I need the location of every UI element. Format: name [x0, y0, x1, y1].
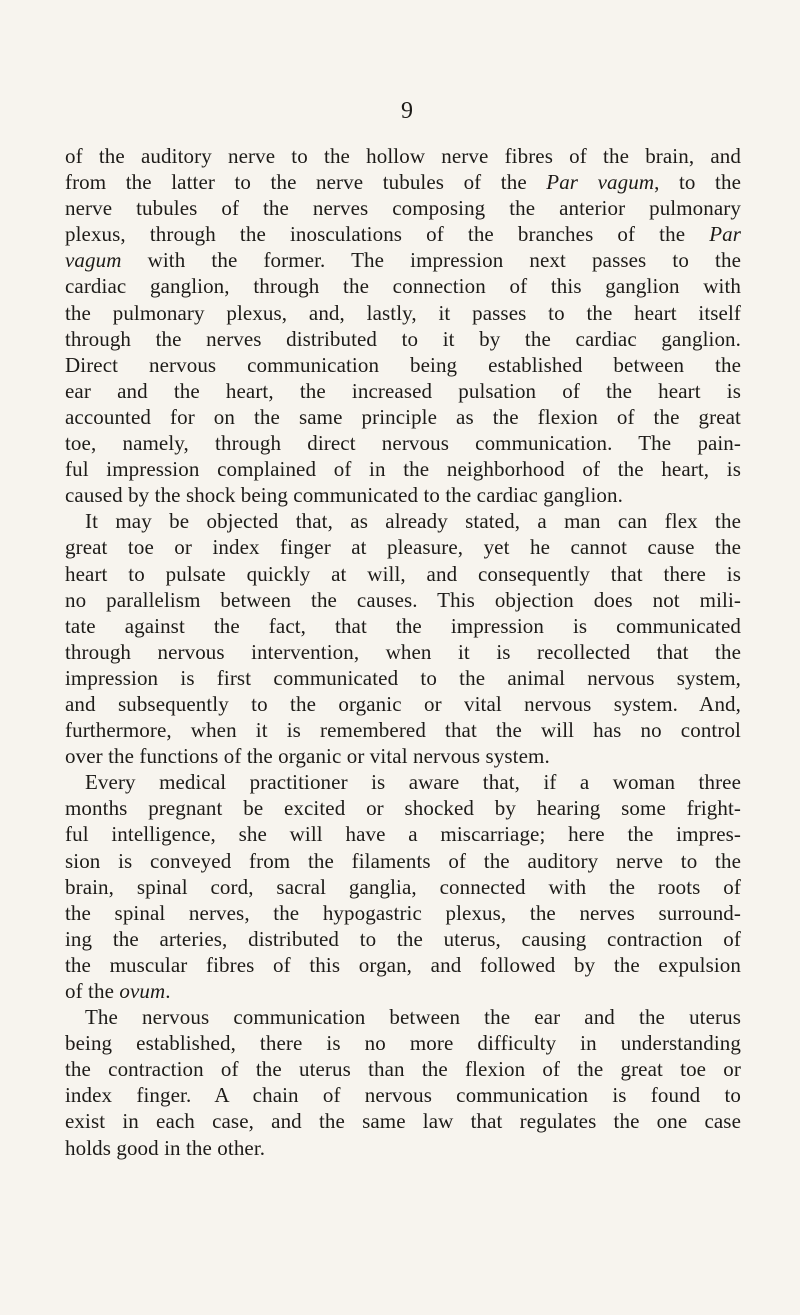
text-line: [65, 482, 741, 508]
text-line: [65, 1108, 741, 1134]
text-line-content: of the auditory nerve to the hollow nerve fibres of the brain, and: [65, 144, 741, 168]
text-line-content: tate against the fact, that the impression is communicated: [65, 613, 741, 638]
text-line-content: the contraction of the uterus than the flexion of the great toe or: [65, 1057, 741, 1082]
text-line-continuation: .: [165, 979, 171, 1003]
text-line: [65, 743, 741, 769]
text-line: [65, 430, 741, 456]
text-line-content: great toe or index finger at pleasure, yet he cannot cause the: [65, 535, 741, 560]
text-line-content: heart to pulsate quickly at will, and consequently that there is: [65, 561, 741, 586]
text-line-content: the muscular fibres of this organ, and followed by the expulsion: [65, 952, 741, 977]
text-line-content: months pregnant be excited or shocked by hearing some fright-: [65, 796, 741, 821]
text-line: [65, 534, 741, 560]
text-line-content: holds good in the other.: [65, 1135, 266, 1160]
text-line-continuation: , to the: [654, 170, 741, 195]
text-line: [65, 247, 741, 273]
text-line: [65, 378, 741, 404]
text-line-content: plexus, through the inosculations of the branches of the: [65, 222, 710, 247]
text-line-content: ful impression complained of in the neighborhood of the heart, is: [65, 457, 741, 482]
text-line: [65, 1004, 741, 1030]
text-line-content: furthermore, when it is remembered that the will has no control: [65, 718, 741, 743]
text-line: [65, 1082, 741, 1108]
text-line: [65, 900, 741, 926]
text-line: [65, 769, 741, 795]
text-line-content: cardiac ganglion, through the connection of this ganglion with: [65, 274, 741, 299]
text-line-content: over the functions of the organic or vital nervous system.: [65, 744, 550, 769]
text-line: [65, 1030, 741, 1056]
text-line: [65, 326, 741, 352]
text-line: [65, 587, 741, 613]
body-text: [65, 143, 741, 1161]
italic-term: ovum: [119, 979, 166, 1003]
text-line-content: being established, there is no more difficulty in understanding: [65, 1031, 741, 1056]
text-line: [65, 508, 741, 534]
text-line: [65, 952, 741, 978]
text-line-content: of the: [65, 979, 120, 1003]
text-line: [65, 352, 741, 378]
italic-term: Par vagum: [546, 170, 655, 195]
text-line-content: ear and the heart, the increased pulsation of the heart is: [65, 378, 741, 403]
text-line-content: no parallelism between the causes. This objection does not mili-: [65, 587, 741, 612]
text-line-content: through the nerves distributed to it by the cardiac ganglion.: [65, 326, 741, 351]
text-line-content: The nervous communication between the ear and the uterus: [85, 1005, 741, 1030]
text-line-content: ful intelligence, she will have a miscarriage; here the impres-: [65, 822, 741, 847]
text-line: [65, 691, 741, 717]
text-line: [65, 221, 741, 247]
text-line-content: accounted for on the same principle as the flexion of the great: [65, 404, 741, 429]
text-line-content: from the latter to the nerve tubules of the: [65, 170, 547, 195]
text-line: [65, 195, 741, 221]
text-line: [65, 639, 741, 665]
text-line-content: and subsequently to the organic or vital nervous system. And,: [65, 691, 741, 716]
text-line: [65, 1135, 741, 1161]
text-line: [65, 926, 741, 952]
text-line-content: It may be objected that, as already stated, a man can flex the: [85, 509, 741, 534]
text-line: [65, 613, 741, 639]
text-line-content: caused by the shock being communicated to the cardiac ganglion.: [65, 483, 623, 508]
text-line-content: index finger. A chain of nervous communication is found to: [65, 1083, 741, 1108]
text-line-content: toe, namely, through direct nervous communication. The pain-: [65, 431, 741, 456]
text-line: [65, 795, 741, 821]
text-line-content: impression is first communicated to the animal nervous system,: [65, 665, 741, 690]
text-line: [65, 143, 741, 169]
italic-term: Par: [709, 222, 741, 247]
text-line: [65, 456, 741, 482]
text-line-content: Every medical practitioner is aware that, if a woman three: [85, 770, 741, 795]
text-line-content: brain, spinal cord, sacral ganglia, connected with the roots of: [65, 874, 741, 899]
text-line: [65, 300, 741, 326]
text-line: [65, 848, 741, 874]
text-line-content: exist in each case, and the same law that regulates the one case: [65, 1109, 741, 1134]
text-line-content: nerve tubules of the nerves composing the anterior pulmonary: [65, 196, 741, 221]
text-line: [65, 978, 741, 1004]
text-line: [65, 561, 741, 587]
text-line-continuation: with the former. The impression next passes to the: [121, 248, 741, 273]
text-line: [65, 273, 741, 299]
italic-term: vagum: [65, 248, 122, 273]
text-line: [65, 665, 741, 691]
text-line-content: Direct nervous communication being established between the: [65, 352, 741, 377]
text-line-content: sion is conveyed from the filaments of the auditory nerve to the: [65, 848, 741, 873]
text-line: [65, 874, 741, 900]
text-line: [65, 717, 741, 743]
page-number: 9: [401, 98, 413, 124]
text-line: [65, 169, 741, 195]
text-line: [65, 821, 741, 847]
text-line-content: through nervous intervention, when it is recollected that the: [65, 639, 741, 664]
text-line-content: the spinal nerves, the hypogastric plexus, the nerves surround-: [65, 900, 741, 925]
text-line: [65, 404, 741, 430]
text-line-content: ing the arteries, distributed to the uterus, causing contraction of: [65, 926, 741, 951]
text-line: [65, 1056, 741, 1082]
text-line-content: the pulmonary plexus, and, lastly, it passes to the heart itself: [65, 300, 741, 325]
